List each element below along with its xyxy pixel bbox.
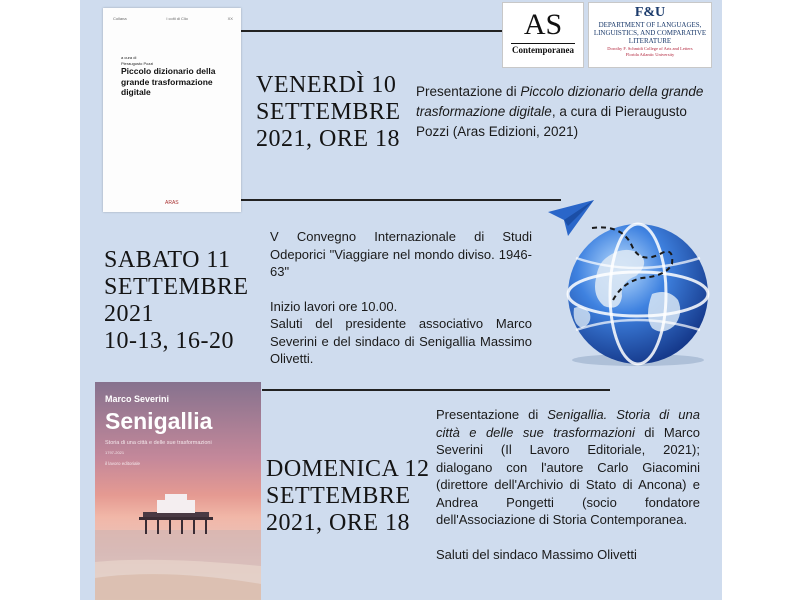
divider-top (241, 30, 502, 32)
book-cover-senigallia (95, 382, 261, 600)
fau-logo-mark: F&U (634, 5, 666, 20)
event2-description (270, 228, 532, 368)
event3-description: Presentazione di Senigallia. Storia di una città e delle sue trasformazioni di Marco Severini (Il Lavoro Editoriale, 2021); dialogano con l'autore Carlo Giacomini (direttore dell'Archivio di Stato di Ancona) e Andrea Pongetti (socio fondatore dell'Associazione di Storia Contemporanea. Saluti del sindaco Massimo Olivetti (436, 407, 700, 562)
fau-department-name: DEPARTMENT OF LANGUAGES, LINGUISTICS, AND COMPARATIVE LITERATURE (593, 21, 707, 45)
book1-title: Piccolo dizionario della grande trasformazione digitale (121, 66, 216, 97)
event1-book-title: Piccolo dizionario della grande trasformazione digitale (416, 84, 704, 119)
fau-department-logo (588, 2, 712, 68)
book1-number: XX (227, 16, 233, 21)
book2-publisher: il lavoro editoriale (105, 461, 141, 466)
as-logo-text: Contemporanea (512, 45, 574, 55)
event3-book-title: Senigallia. Storia di una città e delle sue trasformazioni (436, 407, 700, 440)
book1-editor: a cura di Pieraugusto Pozzi (121, 55, 154, 66)
event3-greeting: Saluti del sindaco Massimo Olivetti (436, 546, 637, 562)
divider-1 (241, 199, 561, 201)
event3-date: DOMENICA 12 SETTEMBRE 2021, ORE 18 (266, 456, 430, 536)
book2-years: 1797-2021 (105, 450, 125, 455)
book-cover-piccolo-dizionario (103, 8, 241, 212)
book1-series-name: I colti di Clio (166, 16, 188, 21)
as-logo-mark: AS (523, 8, 563, 41)
book1-publisher: ARAS (165, 200, 179, 206)
event2-greetings: Saluti del presidente associativo Marco Severini e del sindaco di Senigallia Massimo Olivetti. (270, 316, 532, 366)
globe-icon (546, 198, 714, 368)
book2-title: Senigallia (105, 408, 213, 434)
divider-2 (262, 389, 610, 391)
as-contemporanea-logo (502, 2, 584, 68)
event2-date: SABATO 11 SETTEMBRE 2021 10-13, 16-20 (104, 247, 249, 354)
paper-plane-icon (548, 200, 594, 236)
event1-description: Presentazione di Piccolo dizionario della grande trasformazione digitale, a cura di Pieraugusto Pozzi (Aras Edizioni, 2021) (416, 84, 704, 139)
book2-author: Marco Severini (105, 394, 170, 404)
book2-subtitle: Storia di una città e delle sue trasformazioni (105, 440, 212, 446)
event2-start: Inizio lavori ore 10.00. (270, 298, 398, 314)
rotonda-image (95, 382, 261, 600)
fau-college-name: Dorothy F. Schmidt College of Arts and Letters Florida Atlantic University (607, 46, 693, 57)
event2-conference: V Convegno Internazionale di Studi Odeporici "Viaggiare nel mondo diviso. 1946-63" (270, 229, 532, 279)
book1-series: Collana (113, 16, 127, 21)
event1-date: VENERDÌ 10 SETTEMBRE 2021, ORE 18 (256, 72, 401, 152)
